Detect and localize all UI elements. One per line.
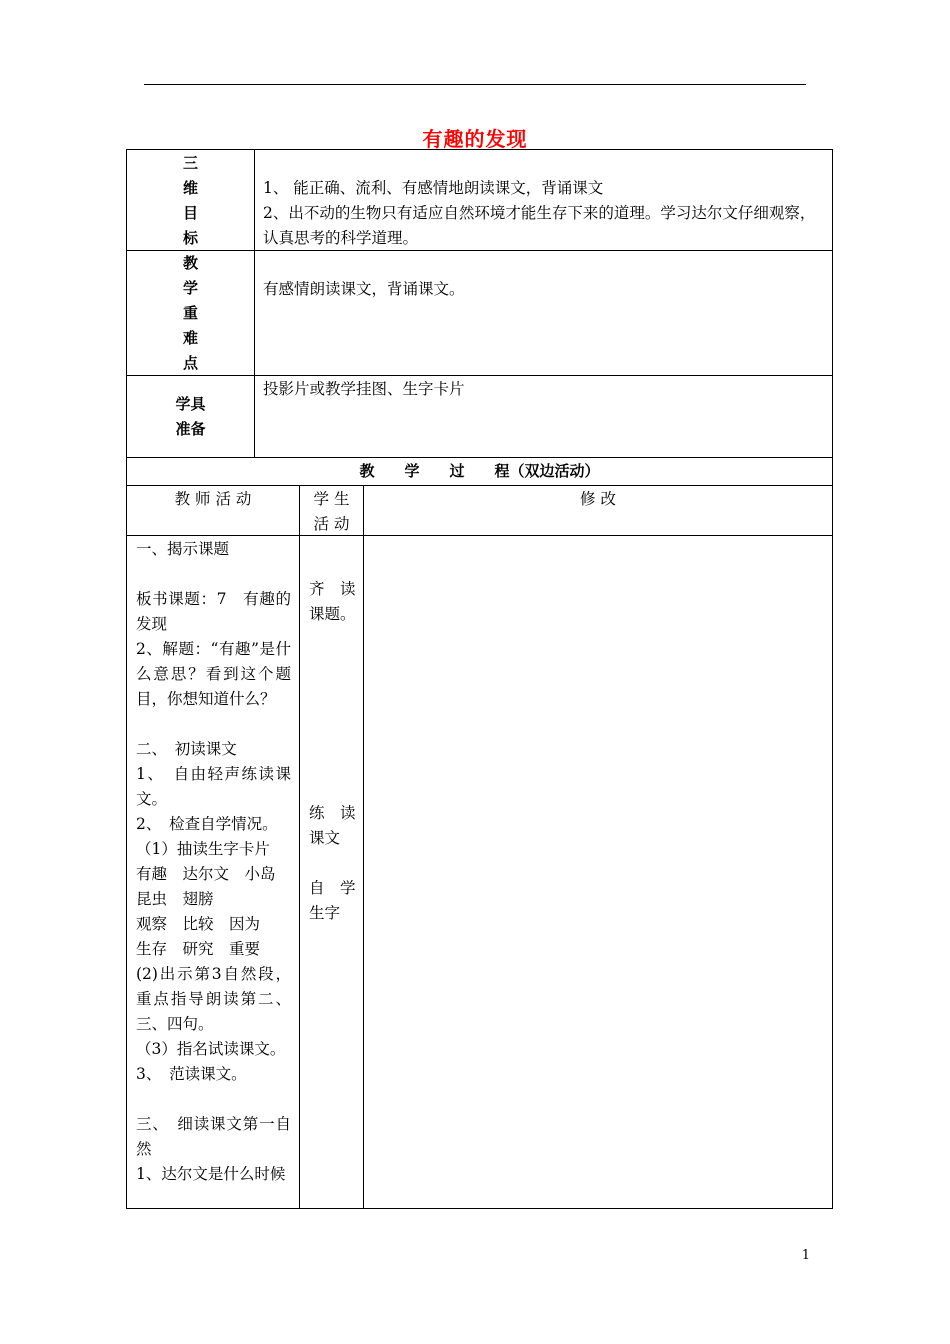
key-points-label-char: 教 xyxy=(182,254,198,272)
teacher-activity-label: 教 师 活 动 xyxy=(174,490,252,508)
student-activity-read-title: 齐 读 课题。 xyxy=(309,580,356,623)
teacher-activity-header xyxy=(126,485,300,536)
revision-cell xyxy=(363,535,833,1209)
document-title: 有趣的发现 xyxy=(422,127,528,151)
objective-line-1: 1、 能正确、流利、有感情地朗读课文，背诵课文 xyxy=(263,179,604,197)
key-points-content-cell xyxy=(254,250,833,376)
objective-line-2: 2、出不动的生物只有适应自然环境才能生存下来的道理。学习达尔文仔细观察，认真思考的科学道理。 xyxy=(263,204,816,247)
objectives-content-cell xyxy=(254,149,833,251)
student-activity-header xyxy=(299,485,364,536)
materials-label-line: 学具 xyxy=(175,395,206,413)
key-points-text: 有感情朗读课文，背诵课文。 xyxy=(263,280,465,298)
student-activity-read-text: 练 读 课文 自 学 生字 xyxy=(309,804,356,922)
materials-text: 投影片或教学挂图、生字卡片 xyxy=(263,380,465,398)
teacher-activity-cell xyxy=(126,535,300,1209)
process-heading: 教 学 过 程（双边活动） xyxy=(359,462,600,480)
key-points-label-char: 难 xyxy=(182,329,198,347)
key-points-label-char: 点 xyxy=(182,354,198,372)
materials-label-cell xyxy=(126,375,255,458)
revision-label: 修 改 xyxy=(580,490,616,508)
key-points-label-char: 学 xyxy=(182,279,198,297)
process-heading-cell xyxy=(126,457,833,486)
materials-content-cell xyxy=(254,375,833,458)
key-points-label-char: 重 xyxy=(182,304,198,322)
header-rule xyxy=(144,84,806,85)
objectives-label-char: 标 xyxy=(182,229,198,247)
student-activity-label: 学 生 活 动 xyxy=(313,490,350,533)
page-number: 1 xyxy=(801,1248,810,1263)
student-activity-cell xyxy=(299,535,364,1209)
key-points-label-cell xyxy=(126,250,255,376)
materials-label-line: 准备 xyxy=(175,420,206,438)
objectives-label-cell xyxy=(126,149,255,251)
objectives-label-char: 维 xyxy=(182,179,198,197)
teacher-activity-text: 一、揭示课题 板书课题：7 有趣的发现 2、解题：“有趣”是什么意思？看到这个题目，你想知道什么？ 二、 初读课文 1、 自由轻声练读课文。 2、 检查自学情况。 （1）抽读生字卡片 有趣 达尔文 小岛 昆虫 翅膀 观察 比较 因为 生存 研究 重要 (2)出示第3自然段，重点指导朗读第二、三、四句。 （3）指名试读课文。 3、 范读课文。 三、 细读课文第一自然 1、达尔文是什么时候 xyxy=(136,540,291,1183)
objectives-label-char: 目 xyxy=(182,204,198,222)
objectives-label-char: 三 xyxy=(182,154,198,172)
revision-header xyxy=(363,485,833,536)
